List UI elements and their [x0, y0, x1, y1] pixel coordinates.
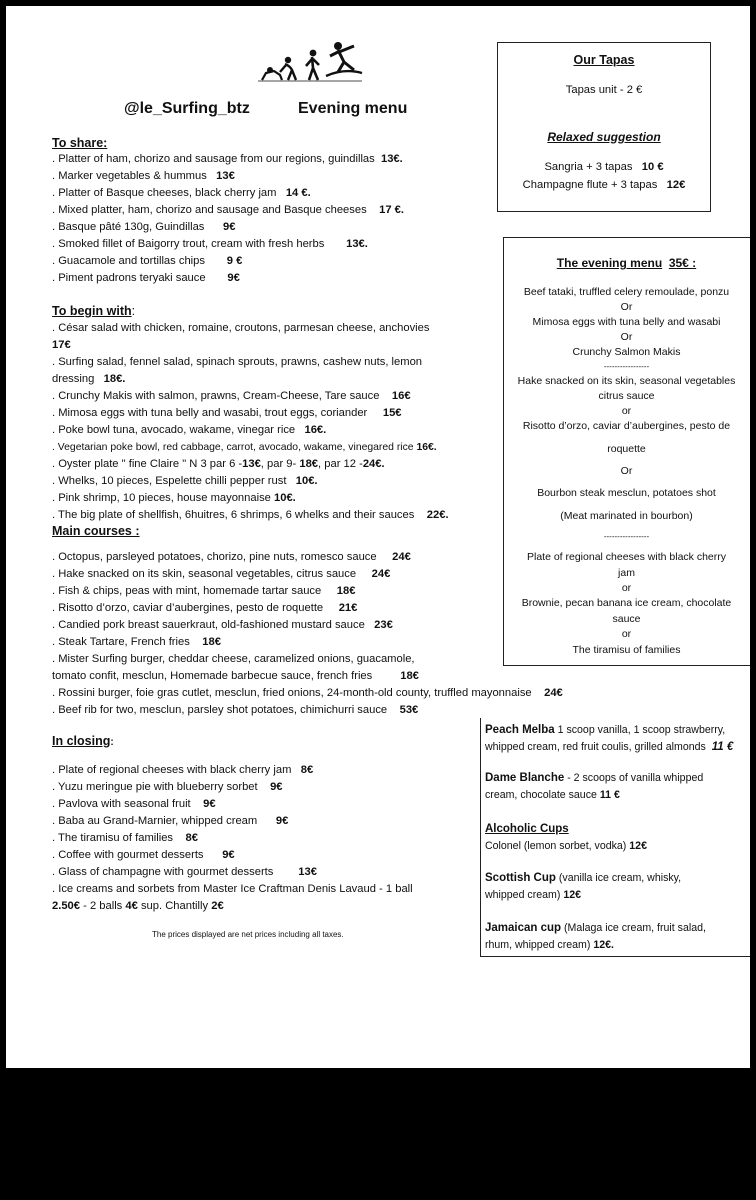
list-item: . Platter of ham, chorizo and sausage from our regions, guindillas 13€.	[52, 153, 403, 165]
list-item: . Yuzu meringue pie with blueberry sorbet 9€	[52, 781, 283, 793]
list-item: . Poke bowl tuna, avocado, wakame, vinegar rice 16€.	[52, 424, 327, 436]
list-item: . The tiramisu of families 8€	[52, 832, 198, 844]
menu-title: Evening menu	[298, 100, 408, 117]
evening-line: Hake snacked on its skin, seasonal vegetables	[517, 375, 736, 387]
list-item: dressing 18€.	[52, 373, 126, 385]
instagram-handle: @le_Surfing_btz	[124, 100, 250, 117]
scottish-cup-line: Scottish Cup (vanilla ice cream, whisky,	[485, 872, 682, 884]
evening-line: citrus sauce	[598, 390, 655, 402]
list-item: . Pink shrimp, 10 pieces, house mayonnaise 10€.	[52, 492, 296, 504]
section-title-to-begin: To begin with:	[52, 304, 136, 318]
list-item: tomato confit, mesclun, Homemade barbecue sauce, french fries 18€	[52, 670, 419, 682]
scottish-cup-line-2: whipped cream) 12€	[485, 889, 582, 901]
list-item: . César salad with chicken, romaine, croutons, parmesan cheese, anchovies	[52, 322, 430, 334]
section-title-in-closing: In closing:	[52, 734, 114, 748]
tapas-unit: Tapas unit - 2 €	[565, 84, 643, 96]
evening-line: Mimosa eggs with tuna belly and wasabi	[532, 316, 721, 328]
evening-line: or	[621, 405, 632, 417]
evening-line: Or	[620, 465, 633, 477]
evolution-logo	[258, 40, 364, 82]
list-item: . Steak Tartare, French fries 18€	[52, 636, 221, 648]
peach-melba-line-2: whipped cream, red fruit coulis, grilled almonds 11 €	[485, 741, 734, 753]
cups-box	[480, 718, 750, 957]
list-item: . Octopus, parsleyed potatoes, chorizo, pine nuts, romesco sauce 24€	[52, 551, 411, 563]
evening-line: or	[621, 582, 632, 594]
closing-list	[52, 762, 413, 915]
list-item: . Mimosa eggs with tuna belly and wasabi, trout eggs, coriander 15€	[52, 407, 402, 419]
dame-blanche-line: Dame Blanche - 2 scoops of vanilla whipped	[485, 772, 704, 784]
list-item: . Plate of regional cheeses with black cherry jam 8€	[52, 764, 314, 776]
list-item: . Beef rib for two, mesclun, parsley shot potatoes, chimichurri sauce 53€	[52, 704, 419, 716]
tapas-offer: Sangria + 3 tapas 10 €	[544, 161, 664, 173]
list-item: . Pavlova with seasonal fruit 9€	[52, 798, 216, 810]
evening-line: Or	[620, 331, 633, 343]
evening-line: Brownie, pecan banana ice cream, chocolate	[521, 597, 732, 609]
divider-dashes: -----------------	[603, 362, 650, 371]
list-item: . Mixed platter, ham, chorizo and sausage and Basque cheeses 17 €.	[52, 204, 405, 216]
divider-dashes: -----------------	[603, 532, 650, 541]
jamaican-cup-line: Jamaican cup (Malaga ice cream, fruit salad,	[485, 922, 706, 934]
list-item: 17€	[52, 339, 71, 351]
menu-page	[6, 6, 750, 1068]
list-item: . Oyster plate " fine Claire " N 3 par 6 -13€, par 9- 18€, par 12 -24€.	[52, 458, 385, 470]
list-item: . Fish & chips, peas with mint, homemade tartar sauce 18€	[52, 585, 356, 597]
to-begin-list	[52, 320, 449, 524]
evening-line: Or	[620, 301, 633, 313]
alcoholic-cups-title: Alcoholic Cups	[485, 823, 569, 835]
list-item: . Rossini burger, foie gras cutlet, mesclun, fried onions, 24-month-old county, truffled mayonnaise 24€	[52, 687, 563, 699]
list-item: . The big plate of shellfish, 6huitres, 6 shrimps, 6 whelks and their sauces 22€.	[52, 509, 449, 521]
evening-menu-box	[503, 237, 750, 666]
evening-menu-title: The evening menu 35€ :	[556, 256, 697, 270]
section-title-to-share: To share:	[52, 136, 108, 150]
list-item: 2.50€ - 2 balls 4€ sup. Chantilly 2€	[52, 900, 224, 912]
jamaican-cup-line-2: rhum, whipped cream) 12€.	[485, 939, 614, 951]
evening-line: The tiramisu of families	[572, 644, 681, 656]
tapas-offer: Champagne flute + 3 tapas 12€	[522, 179, 686, 191]
list-item: . Piment padrons teryaki sauce 9€	[52, 272, 240, 284]
list-item: . Basque pâté 130g, Guindillas 9€	[52, 221, 236, 233]
list-item: . Platter of Basque cheeses, black cherry jam 14 €.	[52, 187, 311, 199]
list-item: . Whelks, 10 pieces, Espelette chilli pepper rust 10€.	[52, 475, 318, 487]
evening-line: roquette	[607, 443, 646, 455]
list-item: . Risotto d’orzo, caviar d’aubergines, pesto de roquette 21€	[52, 602, 358, 614]
evening-line: Beef tataki, truffled celery remoulade, ponzu	[523, 286, 730, 298]
list-item: . Mister Surfing burger, cheddar cheese, caramelized onions, guacamole,	[52, 653, 415, 665]
list-item: . Candied pork breast sauerkraut, old-fashioned mustard sauce 23€	[52, 619, 393, 631]
colonel-line: Colonel (lemon sorbet, vodka) 12€	[485, 840, 647, 852]
tapas-box	[497, 42, 711, 212]
main-courses-list	[52, 549, 563, 719]
list-item: . Guacamole and tortillas chips 9 €	[52, 255, 243, 267]
list-item: . Ice creams and sorbets from Master Ice Craftman Denis Lavaud - 1 ball	[52, 883, 413, 895]
list-item: . Crunchy Makis with salmon, prawns, Cream-Cheese, Tare sauce 16€	[52, 390, 411, 402]
evening-line: Crunchy Salmon Makis	[572, 346, 681, 358]
list-item: . Coffee with gourmet desserts 9€	[52, 849, 235, 861]
tapas-title: Our Tapas	[573, 53, 635, 67]
section-title-main-courses: Main courses :	[52, 524, 140, 538]
evening-line: (Meat marinated in bourbon)	[560, 510, 693, 522]
price-note: The prices displayed are net prices including all taxes.	[152, 930, 344, 939]
evening-line: jam	[618, 567, 635, 579]
list-item: . Marker vegetables & hummus 13€	[52, 170, 235, 182]
list-item: . Baba au Grand-Marnier, whipped cream 9€	[52, 815, 289, 827]
evening-line: Bourbon steak mesclun, potatoes shot	[537, 487, 716, 499]
evening-line: Plate of regional cheeses with black cherry	[526, 551, 727, 563]
list-item: . Surfing salad, fennel salad, spinach sprouts, prawns, cashew nuts, lemon	[52, 356, 423, 368]
peach-melba-line: Peach Melba 1 scoop vanilla, 1 scoop strawberry,	[485, 724, 726, 736]
to-share-list	[52, 151, 404, 287]
evening-line: Risotto d’orzo, caviar d’aubergines, pesto de	[522, 420, 731, 432]
relaxed-suggestion-title: Relaxed suggestion	[547, 130, 661, 144]
list-item: . Vegetarian poke bowl, red cabbage, carrot, avocado, wakame, vinegared rice 16€.	[52, 442, 437, 453]
dame-blanche-line-2: cream, chocolate sauce 11 €	[485, 789, 620, 801]
list-item: . Hake snacked on its skin, seasonal vegetables, citrus sauce 24€	[52, 568, 391, 580]
list-item: . Glass of champagne with gourmet desserts 13€	[52, 866, 317, 878]
list-item: . Smoked fillet of Baigorry trout, cream with fresh herbs 13€.	[52, 238, 368, 250]
evening-line: sauce	[612, 613, 641, 625]
evening-line: or	[621, 628, 632, 640]
